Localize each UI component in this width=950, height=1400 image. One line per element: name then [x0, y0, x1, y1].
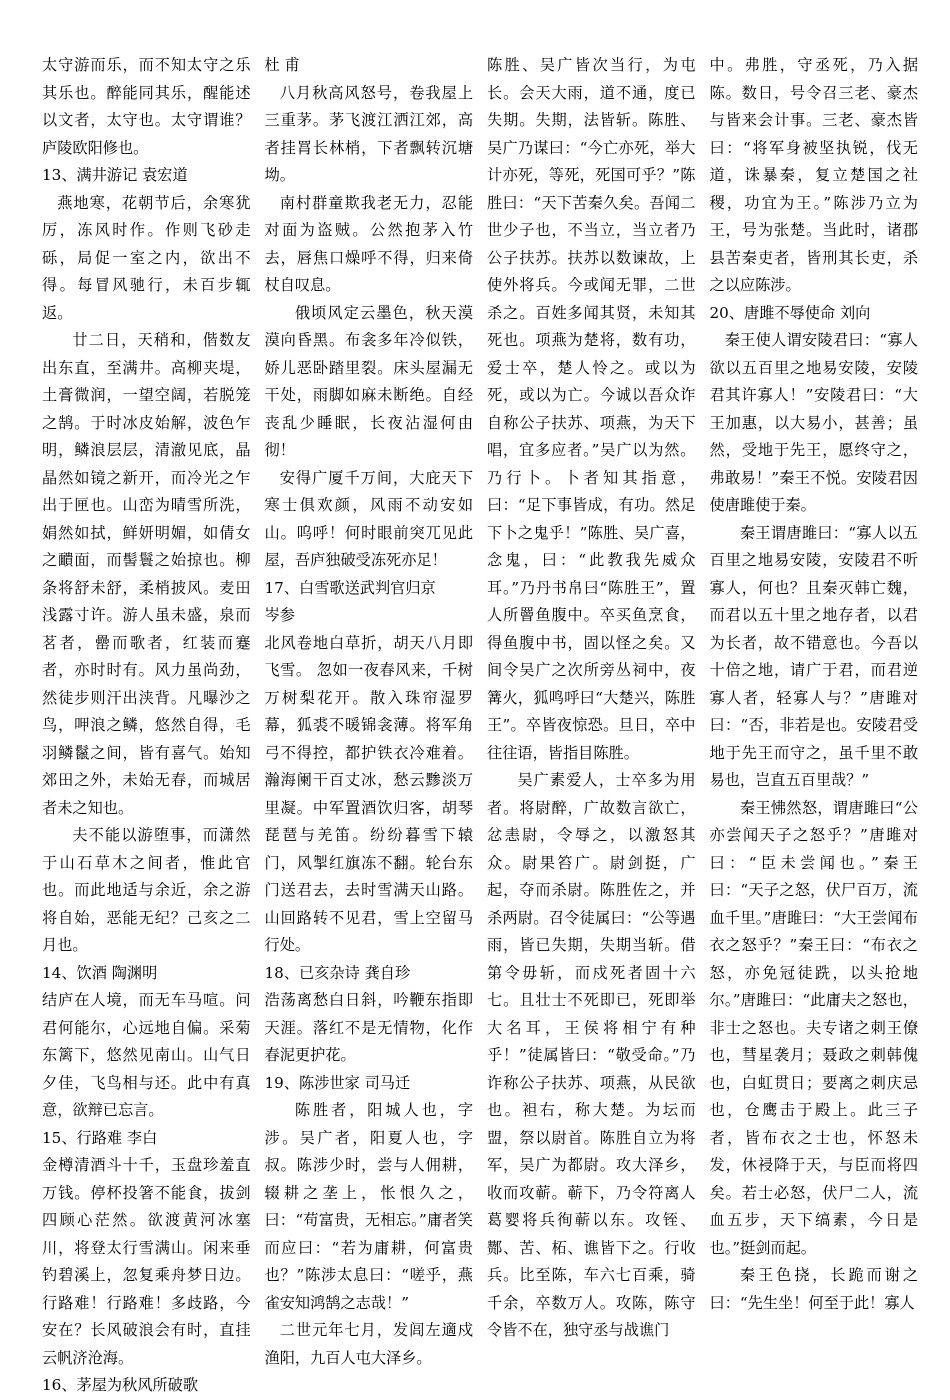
section-heading: 18、已亥杂诗 龚自珍 [264, 963, 411, 982]
paragraph: 廿二日，天稍和，偕数友出东直，至满井。高柳夹堤，土膏微润，一望空阔，若脱笼之鹄。于时冰皮始解，波色乍明，鳞浪层层，清澈见底，晶晶然如镜之新开，而冷光之乍出于匣也。山峦为晴雪所洗，娟然如拭，鲜妍明媚，如倩女之靧面，而髻鬟之始掠也。柳条将舒未舒，柔梢披风。麦田浅露寸许。游人虽未盛，泉而茗者，罍而歌者，红装而蹇者，亦时时有。风力虽尚劲，然徒步则汗出浃背。凡曝沙之鸟，呷浪之鳞，悠然自得，毛羽鳞鬣之间，皆有喜气。始知郊田之外，未始无春，而城居者未之知也。 [42, 331, 251, 817]
paragraph: 八月秋高风怒号，卷我屋上三重茅。茅飞渡江洒江郊，高者挂罥长林梢，下者飘转沉塘坳。 [264, 83, 473, 184]
paragraph: 浩荡离愁白日斜，吟鞭东指即天涯。落红不是无情物，化作春泥更护花。 [264, 991, 473, 1064]
paragraph: 结庐在人境，而无车马喧。问君何能尔，心远地自偏。采菊东篱下，悠然见南山。山气日夕佳，飞鸟相与还。此中有真意，欲辩已忘言。 [42, 991, 251, 1119]
paragraph: 二世元年七月，发闾左適戍渔阳，九百人屯大泽乡。 [264, 1321, 473, 1367]
paragraph: 中。弗胜，守丞死，乃入据陈。数日，号令召三老、豪杰与皆来会计事。三老、豪杰皆曰：“将军身被坚执锐，伐无道，诛暴秦，复立楚国之社稷，功宜为王。”陈涉乃立为王，号为张楚。当此时，诸郡县苦秦吏者，皆刑其长吏，杀之以应陈涉。 [709, 56, 918, 294]
paragraph: 陈胜、吴广皆次当行，为屯长。会天大雨，道不通，度已失期。失期，法皆斩。陈胜、吴广乃谋曰：“今亡亦死，举大计亦死，等死，死国可乎？”陈胜曰：“天下苦秦久矣。吾闻二世少子也，不当立，当立者乃公子扶苏。扶苏以数谏故，上使外将兵。今或闻无罪，二世杀之。百姓多闻其贤，未知其死也。项燕为楚将，数有功，爱士卒，楚人怜之。或以为死，或以为亡。今诚以吾众诈自称公子扶苏、项燕，为天下唱，宜多应者。”吴广以为然。乃行卜。卜者知其指意，曰：“足下事皆成，有功。然足下卜之鬼乎！”陈胜、吴广喜，念鬼，曰：“此教我先威众耳。”乃丹书帛曰“陈胜王”，置人所罾鱼腹中。卒买鱼烹食，得鱼腹中书，固以怪之矣。又间令吴广之次所旁丛祠中，夜篝火，狐鸣呼曰“大楚兴，陈胜王”。卒皆夜惊恐。旦日，卒中往往语，皆指目陈胜。 [487, 56, 696, 762]
section-heading: 岑参 [264, 606, 295, 624]
paragraph: 秦王色挠，长跪而谢之曰：“先生坐！何至于此！寡人 [709, 1266, 918, 1312]
section-heading: 17、白雪歌送武判官归京 [264, 578, 436, 597]
section-heading: 16、茅屋为秋风所破歌 [42, 1376, 199, 1394]
paragraph: 燕地寒，花朝节后，余寒犹厉，冻风时作。作则飞砂走砾，局促一室之内，欲出不得。每冒风驰行，未百步辄返。 [42, 193, 251, 322]
section-heading: 19、陈涉世家 司马迁 [264, 1073, 411, 1092]
section-heading: 杜 甫 [264, 56, 300, 74]
text-column-3 [487, 52, 696, 1339]
paragraph: 夫不能以游堕事，而潇然于山石草木之间者，惟此官也。而此地适与余近，余之游将自始，恶能无纪？己亥之二月也。 [42, 826, 251, 954]
text-column-1 [42, 52, 251, 1394]
paragraph: 俄顷风定云墨色，秋天漠漠向昏黑。布衾多年冷似铁，娇儿恶卧踏里裂。床头屋漏无干处，雨脚如麻未断绝。自经丧乱少睡眠，长夜沾湿何由彻！ [264, 303, 473, 459]
paragraph: 秦王使人谓安陵君曰：“寡人欲以五百里之地易安陵，安陵君其许寡人！”安陵君曰：“大王加惠，以大易小，甚善；虽然，受地于先王，愿终守之，弗敢易！”秦王不悦。安陵君因使唐雎使于秦。 [709, 331, 918, 514]
section-heading: 20、唐雎不辱使命 刘向 [709, 303, 871, 322]
paragraph: 秦王怫然怒，谓唐雎曰“公亦尝闻天子之怒乎？”唐雎对曰：“臣未尝闻也。”秦王曰：“天子之怒，伏尸百万，流血千里。”唐雎曰：“大王尝闻布衣之怒乎？”秦王曰：“布衣之怒，亦免冠徒跣，以头抢地尔。”唐雎曰：“此庸夫之怒也，非士之怒也。夫专诸之刺王僚也，彗星袭月；聂政之刺韩傀也，白虹贯日；要离之刺庆忌也，仓鹰击于殿上。此三子者，皆布衣之士也，怀怒未发，休祲降于天，与臣而将四矣。若士必怒，伏尸二人，流血五步，天下缟素，今日是也。”挺剑而起。 [709, 798, 918, 1257]
paragraph: 太守游而乐，而不知太守之乐其乐也。醉能同其乐，醒能述以文者，太守也。太守谓谁？庐陵欧阳修也。 [42, 56, 251, 157]
section-heading: 13、满井游记 袁宏道 [42, 166, 188, 184]
paragraph: 金樽清酒斗十千，玉盘珍羞直万钱。停杯投箸不能食，拔剑四顾心茫然。欲渡黄河冰塞川，将登太行雪满山。闲来垂钓碧溪上，忽复乘舟梦日边。行路难！行路难！多歧路，今安在？长风破浪会有时，直挂云帆济沧海。 [42, 1156, 251, 1367]
paragraph: 安得广厦千万间，大庇天下寒士俱欢颜，风雨不动安如山。呜呼！何时眼前突兀见此屋，吾庐独破受冻死亦足！ [264, 468, 473, 569]
paragraph: 南村群童欺我老无力，忍能对面为盗贼。公然抱茅入竹去，唇焦口燥呼不得，归来倚杖自叹息。 [264, 193, 473, 294]
paragraph: 北风卷地白草折，胡天八月即飞雪。 忽如一夜春风来，千树万树梨花开。散入珠帘湿罗幕，狐裘不暖锦衾薄。将军角弓不得控，都护铁衣冷难着。瀚海阑干百丈冰，愁云黪淡万里凝。中军置酒饮归客，胡琴琵琶与羌笛。纷纷暮雪下辕门，风掣红旗冻不翻。轮台东门送君去，去时雪满天山路。山回路转不见君，雪上空留马行处。 [264, 633, 473, 954]
paragraph: 秦王谓唐雎曰：“寡人以五百里之地易安陵，安陵君不听寡人，何也？且秦灭韩亡魏，而君以五十里之地存者，以君为长者，故不错意也。今吾以十倍之地，请广于君，而君逆寡人者，轻寡人与？”唐雎对曰：“否，非若是也。安陵君受地于先王而守之，虽千里不敢易也，岂直五百里哉？” [709, 523, 918, 789]
section-heading: 14、饮酒 陶渊明 [42, 963, 158, 982]
paragraph: 陈胜者，阳城人也，字涉。吴广者，阳夏人也，字叔。陈涉少时，尝与人佣耕，辍耕之垄上，怅恨久之，曰：“苟富贵，无相忘。”庸者笑而应曰：“若为庸耕，何富贵也？”陈涉太息曰：“嗟乎，燕雀安知鸿鹄之志哉！” [264, 1101, 473, 1312]
text-column-2 [264, 52, 474, 1367]
paragraph: 吴广素爱人，士卒多为用者。将尉醉，广故数言欲亡，忿恚尉，令辱之，以激怒其众。尉果笞广。尉剑挺，广起，夺而杀尉。陈胜佐之，并杀两尉。召令徒属曰：“公等遇雨，皆已失期，失期当斩。借第令毋斩，而戍死者固十六七。且壮士不死即已，死即举大名耳，王侯将相宁有种乎！”徒属皆曰：“敬受命。”乃诈称公子扶苏、项燕，从民欲也。袒右，称大楚。为坛而盟，祭以尉首。陈胜自立为将军，吴广为都尉。攻大泽乡，收而攻蕲。蕲下，乃令符离人葛婴将兵徇蕲以东。攻铚、酂、苦、柘、谯皆下之。行收兵。比至陈，车六七百乘，骑千余，卒数万人。攻陈，陈守令皆不在，独守丞与战谯门 [487, 771, 696, 1339]
document-page [42, 52, 918, 1394]
text-column-4 [710, 52, 919, 1322]
section-heading: 15、行路难 李白 [42, 1128, 158, 1147]
